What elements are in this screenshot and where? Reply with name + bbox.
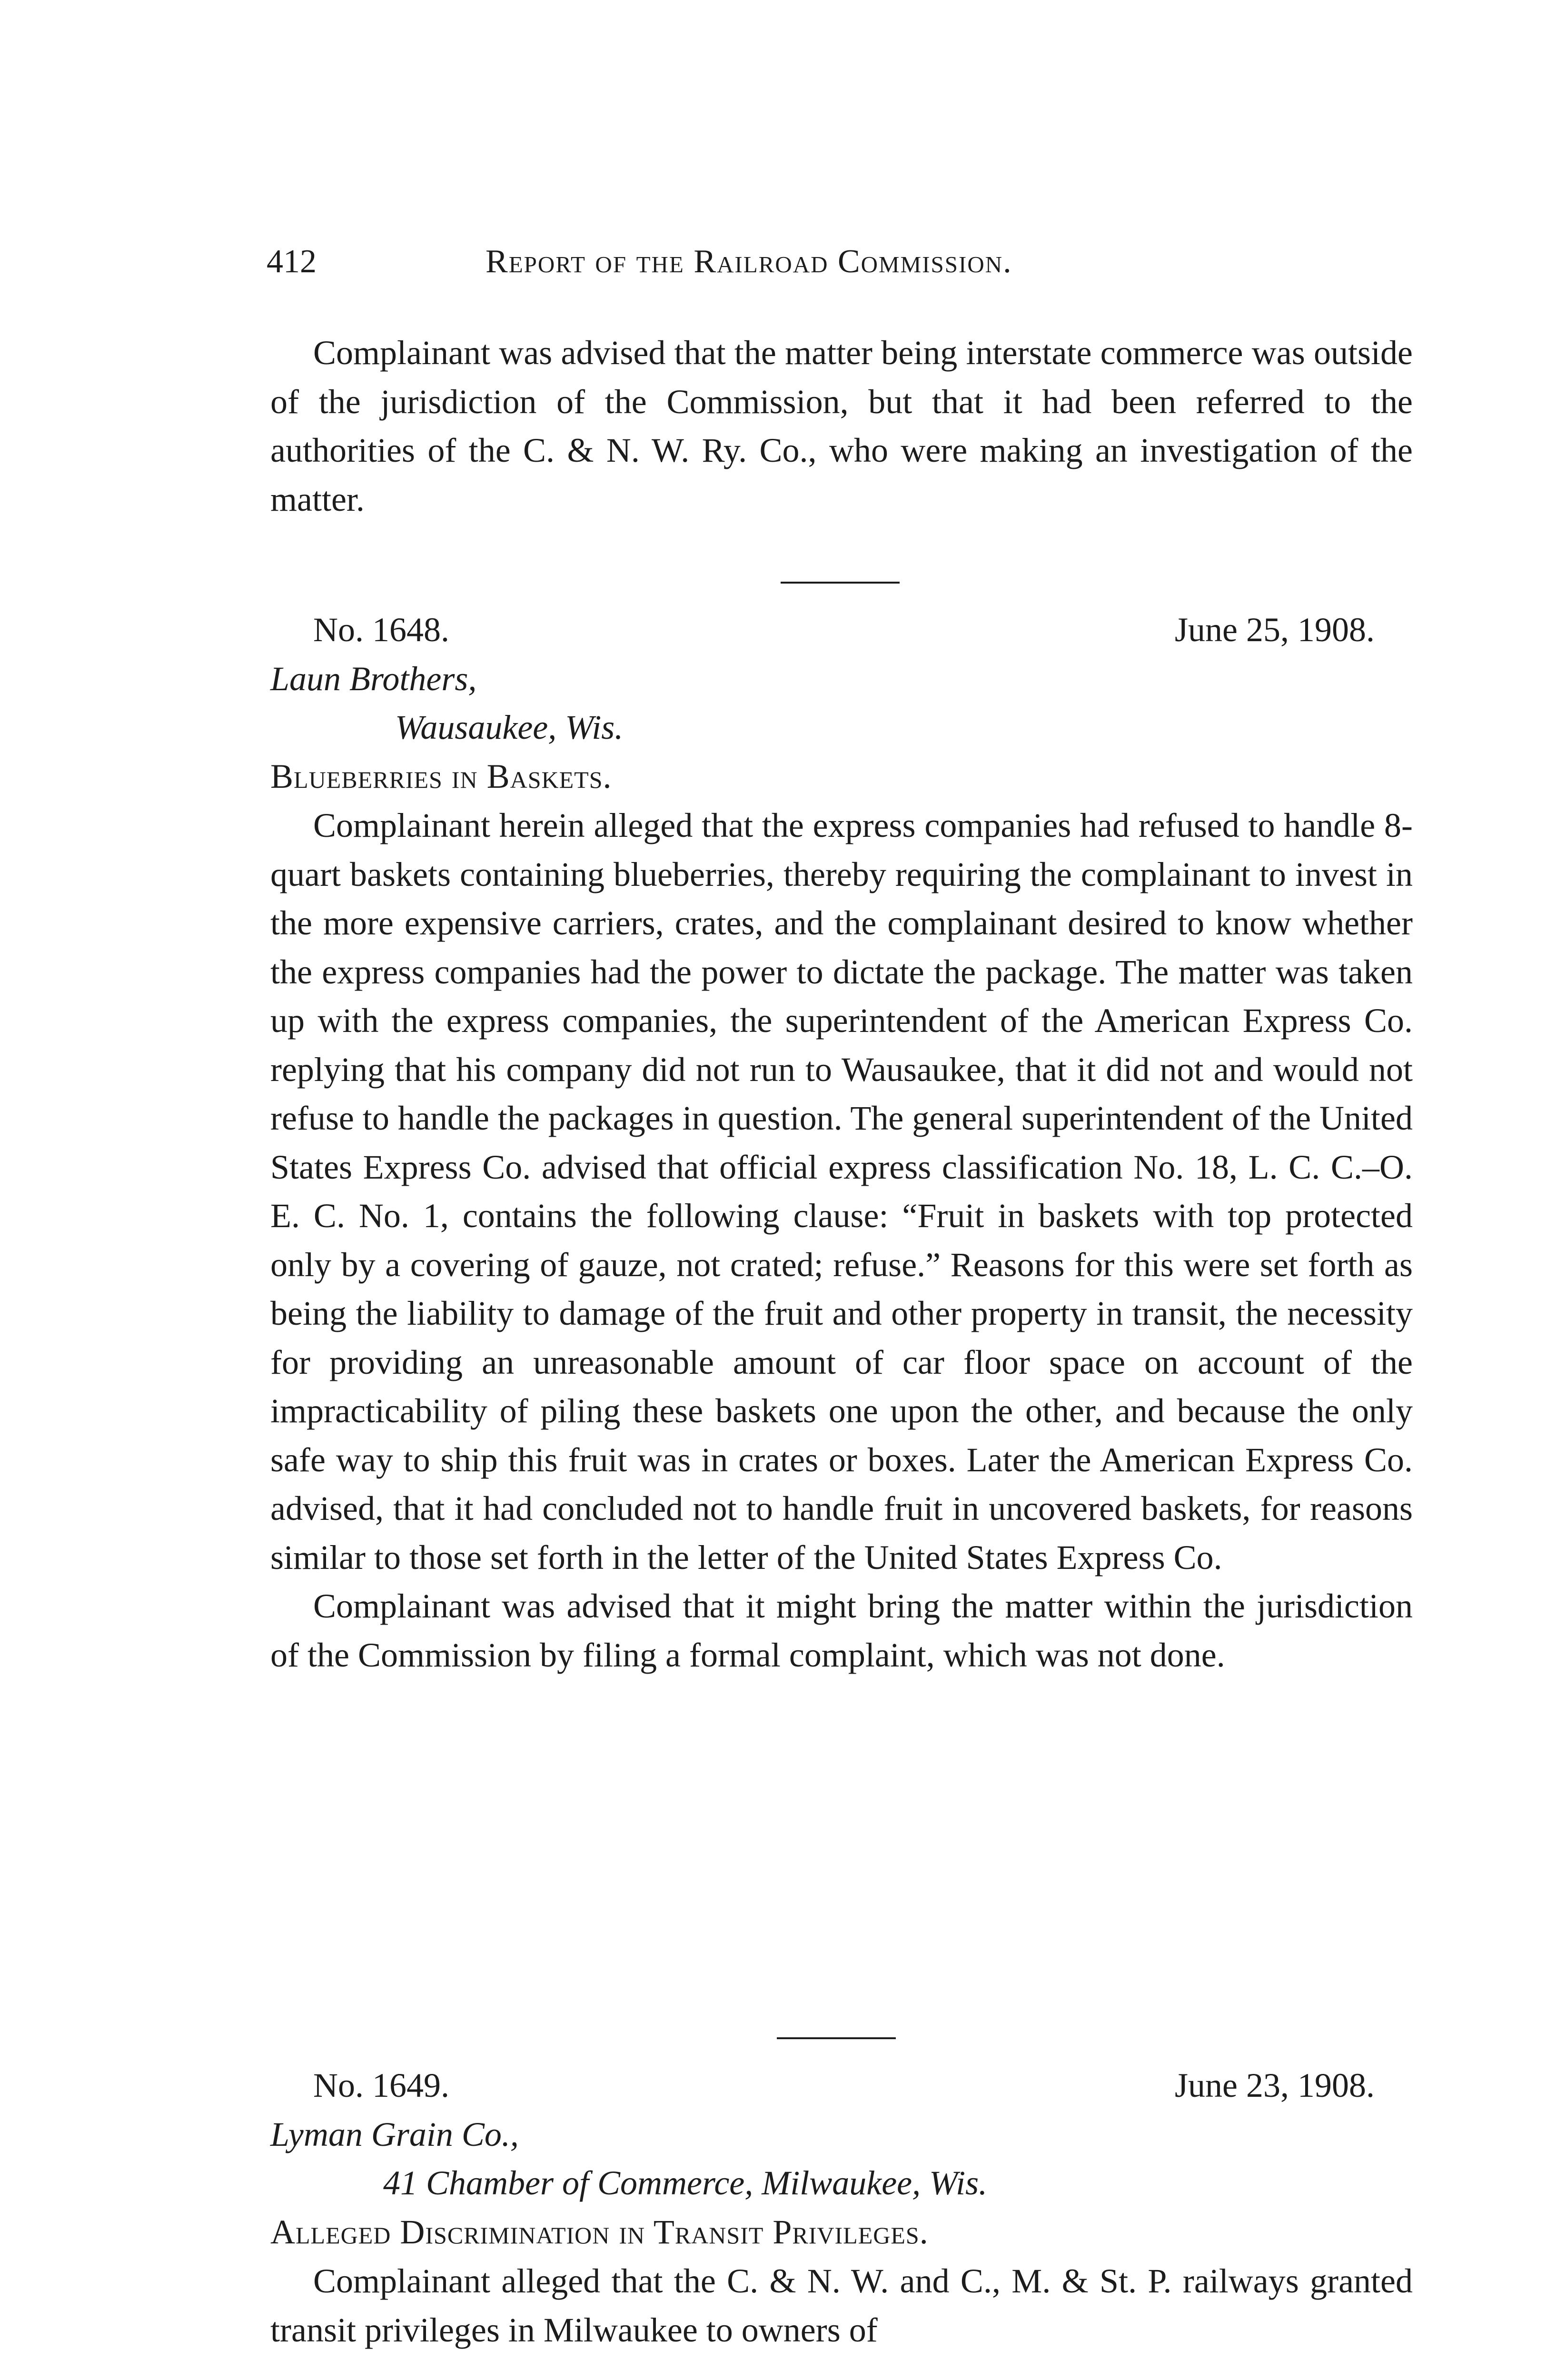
case-paragraph: Complainant herein alleged that the express companies had refused to handle 8-quart baskets containing blueberries, thereby requiring the complainant to invest in the more expensive carriers, crates, and the complainant desired to know whether the express companies had the power to dictate the package. The matter was taken up with the express companies, the superintendent of the American Express Co. replying that his company did not run to Wausaukee, that it did not and would not refuse to handle the packages in question. The general superintendent of the United States Express Co. advised that official express classification No. 18, L. C. C.–O. E. C. No. 1, contains the following clause: “Fruit in baskets with top protected only by a covering of gauze, not crated; refuse.” Reasons for this were set forth as being the liability to damage of the fruit and other property in transit, the necessity for providing an unreasonable amount of car floor space on account of the impracticability of piling these baskets one upon the other, and because the only safe way to ship this fruit was in crates or boxes. Later the American Express Co. advised, that it had concluded not to handle fruit in uncovered baskets, for reasons similar to those set forth in the letter of the United States Express Co. <box>270 806 1413 1577</box>
case-body-1649 <box>270 2257 1413 2354</box>
case-header-1648 <box>270 605 1413 654</box>
complainant-address: Wausaukee, Wis. <box>395 708 624 746</box>
case-paragraph: Complainant alleged that the C. & N. W. and C., M. & St. P. railways granted transit privileges in Milwaukee to owners of <box>270 2262 1413 2349</box>
case-subject: Blueberries in Baskets. <box>270 757 612 795</box>
top-paragraph-block <box>270 328 1413 524</box>
section-divider <box>781 582 900 584</box>
case-number: No. 1648. <box>313 611 449 649</box>
case-date: June 25, 1908. <box>1175 611 1375 649</box>
complainant-address: 41 Chamber of Commerce, Milwaukee, Wis. <box>383 2164 988 2202</box>
complainant-name: Laun Brothers, <box>270 660 477 698</box>
top-paragraph: Complainant was advised that the matter being interstate commerce was outside of the jurisdiction of the Commission, but that it had been referred to the authorities of the C. & N. W. Ry. Co., who were making an investigation of the matter. <box>270 334 1413 518</box>
case-paragraph: Complainant was advised that it might bring the matter within the jurisdiction of the Commission by filing a formal complaint, which was not done. <box>270 1587 1413 1674</box>
running-title: Report of the Railroad Commission. <box>486 243 1012 280</box>
case-number: No. 1649. <box>313 2066 449 2104</box>
page-number: 412 <box>267 243 317 280</box>
complainant-name: Lyman Grain Co., <box>270 2115 519 2153</box>
case-body-1648 <box>270 801 1413 1679</box>
section-divider <box>777 2037 896 2039</box>
case-subject: Alleged Discrimination in Transit Privileges. <box>270 2213 929 2251</box>
case-date: June 23, 1908. <box>1175 2066 1375 2104</box>
case-header-1649 <box>270 2061 1413 2110</box>
page-header <box>267 240 1409 283</box>
